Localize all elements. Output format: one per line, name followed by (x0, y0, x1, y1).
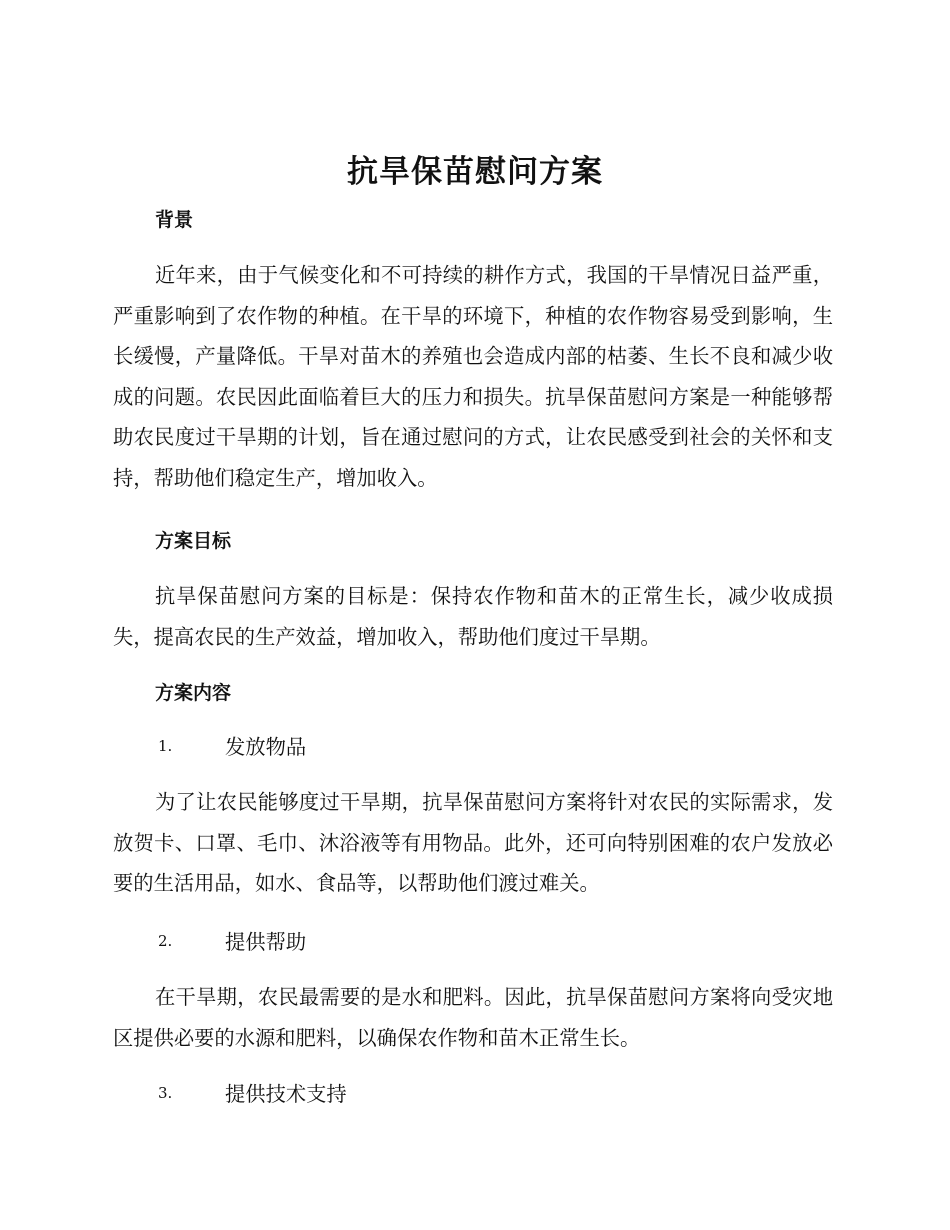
list-item-number: 2. (158, 932, 173, 950)
list-item-title: 发放物品 (225, 735, 307, 759)
document-title: 抗旱保苗慰问方案 (347, 154, 603, 190)
list-item-number: 1. (158, 737, 173, 755)
list-item-title: 提供技术支持 (225, 1082, 347, 1106)
list-item-number: 3. (158, 1084, 173, 1102)
paragraph-distribute-items: 为了让农民能够度过干旱期，抗旱保苗慰问方案将针对农民的实际需求，发放贺卡、口罩、毛巾、沐浴液等有用物品。此外，还可向特别困难的农户发放必要的生活用品，如水、食品等，以帮助他们渡过难关。 (113, 790, 833, 895)
section-heading-background: 背景 (155, 209, 194, 231)
section-heading-content: 方案内容 (155, 682, 232, 704)
list-item-title: 提供帮助 (225, 930, 307, 954)
paragraph-provide-help: 在干旱期，农民最需要的是水和肥料。因此，抗旱保苗慰问方案将向受灾地区提供必要的水源和肥料，以确保农作物和苗木正常生长。 (113, 985, 833, 1050)
paragraph-goal: 抗旱保苗慰问方案的目标是：保持农作物和苗木的正常生长，减少收成损失，提高农民的生产效益，增加收入，帮助他们度过干旱期。 (113, 584, 833, 649)
paragraph-background: 近年来，由于气候变化和不可持续的耕作方式，我国的干旱情况日益严重，严重影响到了农作物的种植。在干旱的环境下，种植的农作物容易受到影响，生长缓慢，产量降低。干旱对苗木的养殖也会造成内部的枯萎、生长不良和减少收成的问题。农民因此面临着巨大的压力和损失。抗旱保苗慰问方案是一种能够帮助农民度过干旱期的计划，旨在通过慰问的方式，让农民感受到社会的关怀和支持，帮助他们稳定生产，增加收入。 (113, 263, 833, 490)
section-heading-goal: 方案目标 (155, 530, 232, 552)
